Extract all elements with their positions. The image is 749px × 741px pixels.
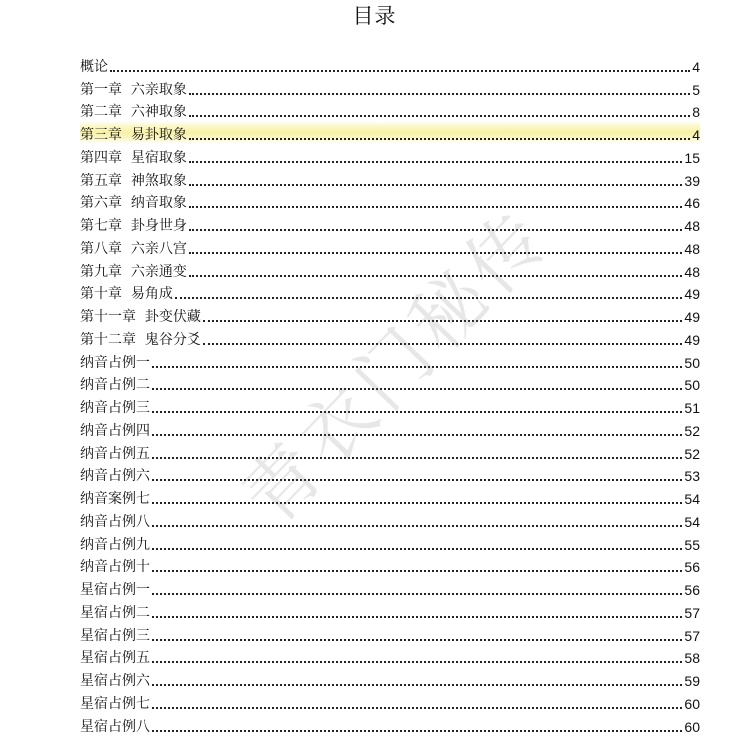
toc-entry-page: 59 bbox=[684, 673, 700, 689]
toc-entry[interactable] bbox=[80, 303, 700, 326]
toc-leader-dots bbox=[189, 115, 690, 117]
toc-entry-page: 49 bbox=[684, 309, 700, 325]
toc-entry-label: 纳音占例五 bbox=[80, 445, 150, 462]
toc-entry-label: 第九章 六亲通变 bbox=[80, 263, 187, 280]
toc-leader-dots bbox=[110, 70, 690, 72]
toc-entry[interactable] bbox=[80, 508, 700, 531]
toc-entry-page: 48 bbox=[684, 218, 700, 234]
toc-entry-page: 54 bbox=[684, 513, 700, 530]
toc-entry[interactable] bbox=[80, 76, 700, 99]
toc-entry-label: 星宿占例五 bbox=[80, 650, 150, 667]
toc-leader-dots bbox=[152, 525, 682, 527]
toc-leader-dots bbox=[189, 252, 683, 254]
toc-entry-label: 星宿占例七 bbox=[80, 695, 150, 712]
toc-leader-dots bbox=[152, 684, 682, 686]
toc-leader-dots bbox=[189, 93, 690, 95]
toc-leader-dots bbox=[152, 707, 682, 709]
toc-leader-dots bbox=[152, 502, 682, 504]
toc-entry[interactable] bbox=[80, 190, 700, 213]
toc-entry-page: 56 bbox=[684, 582, 700, 598]
toc-entry-page: 15 bbox=[684, 149, 700, 166]
toc-entry-page: 51 bbox=[684, 400, 700, 416]
toc-leader-dots bbox=[189, 206, 683, 208]
toc-entry-page: 49 bbox=[684, 286, 700, 303]
toc-entry-label: 第十一章 卦变伏藏 bbox=[80, 309, 201, 325]
toc-entry-label: 纳音案例七 bbox=[80, 491, 150, 507]
toc-entry-label: 星宿占例六 bbox=[80, 673, 150, 689]
toc-entry-label: 纳音占例八 bbox=[80, 513, 150, 530]
toc-entry[interactable] bbox=[80, 667, 700, 690]
toc-leader-dots bbox=[152, 639, 682, 641]
toc-leader-dots bbox=[152, 388, 682, 390]
toc-entry[interactable] bbox=[80, 690, 700, 713]
toc-leader-dots bbox=[189, 138, 690, 140]
toc-entry-page: 60 bbox=[684, 695, 700, 712]
toc-entry[interactable] bbox=[80, 417, 700, 440]
toc-leader-dots bbox=[189, 184, 683, 186]
toc-entry-label: 纳音占例四 bbox=[80, 422, 150, 439]
toc-entry-label: 星宿占例二 bbox=[80, 604, 150, 621]
toc-entry-label: 星宿占例三 bbox=[80, 627, 150, 644]
toc-entry[interactable] bbox=[80, 531, 700, 554]
toc-entry-label: 第五章 神煞取象 bbox=[80, 172, 187, 189]
toc-entry-page: 53 bbox=[684, 468, 700, 485]
toc-entry-label: 第八章 六亲八宫 bbox=[80, 240, 187, 257]
toc-entry-page: 52 bbox=[684, 445, 700, 462]
toc-entry[interactable] bbox=[80, 235, 700, 258]
toc-entry[interactable] bbox=[80, 349, 700, 372]
toc-entry-page: 48 bbox=[684, 263, 700, 280]
toc-entry-label: 纳音占例六 bbox=[80, 468, 150, 485]
toc-entry[interactable] bbox=[80, 599, 700, 622]
toc-leader-dots bbox=[189, 275, 683, 277]
toc-entry-page: 50 bbox=[684, 354, 700, 371]
toc-entry-page: 57 bbox=[684, 627, 700, 644]
toc-leader-dots bbox=[152, 616, 682, 618]
toc-leader-dots bbox=[152, 548, 682, 550]
toc-entry[interactable] bbox=[80, 53, 700, 76]
toc-entry-page: 60 bbox=[684, 718, 700, 735]
toc-entry-label: 纳音占例九 bbox=[80, 536, 150, 553]
table-of-contents bbox=[80, 53, 700, 736]
toc-entry-label: 第六章 纳音取象 bbox=[80, 195, 187, 212]
toc-entry[interactable] bbox=[80, 576, 700, 599]
toc-entry-page: 56 bbox=[684, 559, 700, 576]
toc-entry-label: 纳音占例一 bbox=[80, 354, 150, 371]
toc-entry-page: 46 bbox=[684, 195, 700, 212]
toc-entry[interactable] bbox=[80, 485, 700, 508]
toc-entry-label: 概论 bbox=[80, 58, 108, 75]
toc-entry[interactable] bbox=[80, 99, 700, 122]
toc-entry-label: 纳音占例二 bbox=[80, 377, 150, 394]
toc-entry-page: 4 bbox=[692, 127, 700, 143]
watermark: 青衣门秘传 bbox=[226, 193, 567, 541]
toc-entry-label: 星宿占例八 bbox=[80, 718, 150, 735]
toc-entry-page: 39 bbox=[684, 172, 700, 189]
toc-leader-dots bbox=[152, 411, 682, 413]
toc-leader-dots bbox=[175, 297, 683, 299]
toc-leader-dots bbox=[152, 434, 682, 436]
toc-leader-dots bbox=[152, 457, 682, 459]
toc-entry[interactable] bbox=[80, 713, 700, 736]
toc-entry-page: 4 bbox=[692, 58, 700, 75]
toc-leader-dots bbox=[203, 320, 683, 322]
toc-entry[interactable] bbox=[80, 281, 700, 304]
toc-entry-label: 纳音占例三 bbox=[80, 400, 150, 416]
toc-entry-highlighted[interactable] bbox=[80, 121, 700, 144]
toc-entry[interactable] bbox=[80, 440, 700, 463]
toc-entry-page: 52 bbox=[684, 422, 700, 439]
toc-entry-label: 第一章 六亲取象 bbox=[80, 81, 187, 98]
toc-leader-dots bbox=[152, 479, 682, 481]
page-title: 目录 bbox=[352, 4, 397, 28]
toc-entry[interactable] bbox=[80, 212, 700, 235]
toc-entry-page: 57 bbox=[684, 604, 700, 621]
toc-entry[interactable] bbox=[80, 258, 700, 281]
toc-leader-dots bbox=[203, 343, 683, 345]
toc-entry-page: 55 bbox=[684, 536, 700, 553]
toc-entry-page: 5 bbox=[692, 81, 700, 98]
toc-entry[interactable] bbox=[80, 554, 700, 577]
toc-entry-page: 49 bbox=[684, 331, 700, 348]
toc-entry-label: 第二章 六神取象 bbox=[80, 104, 187, 121]
toc-entry-page: 54 bbox=[684, 491, 700, 507]
toc-entry[interactable] bbox=[80, 645, 700, 668]
toc-entry[interactable] bbox=[80, 144, 700, 167]
toc-entry[interactable] bbox=[80, 167, 700, 190]
toc-entry-page: 50 bbox=[684, 377, 700, 394]
toc-leader-dots bbox=[152, 570, 682, 572]
toc-entry[interactable] bbox=[80, 394, 700, 417]
toc-entry-label: 第四章 星宿取象 bbox=[80, 149, 187, 166]
toc-entry[interactable] bbox=[80, 372, 700, 395]
toc-entry-page: 8 bbox=[692, 104, 700, 121]
toc-leader-dots bbox=[189, 161, 683, 163]
toc-leader-dots bbox=[152, 730, 682, 732]
toc-leader-dots bbox=[152, 661, 682, 663]
toc-entry[interactable] bbox=[80, 463, 700, 486]
toc-entry-label: 星宿占例一 bbox=[80, 582, 150, 598]
toc-entry[interactable] bbox=[80, 622, 700, 645]
toc-leader-dots bbox=[152, 593, 682, 595]
toc-entry-label: 第三章 易卦取象 bbox=[80, 127, 187, 143]
toc-entry-label: 第十二章 鬼谷分爻 bbox=[80, 331, 201, 348]
toc-entry-label: 第七章 卦身世身 bbox=[80, 218, 187, 234]
toc-leader-dots bbox=[189, 229, 683, 231]
toc-entry-label: 纳音占例十 bbox=[80, 559, 150, 576]
toc-entry-page: 58 bbox=[684, 650, 700, 667]
toc-entry-page: 48 bbox=[684, 240, 700, 257]
toc-leader-dots bbox=[152, 366, 682, 368]
toc-entry[interactable] bbox=[80, 326, 700, 349]
toc-entry-label: 第十章 易角成 bbox=[80, 286, 173, 303]
